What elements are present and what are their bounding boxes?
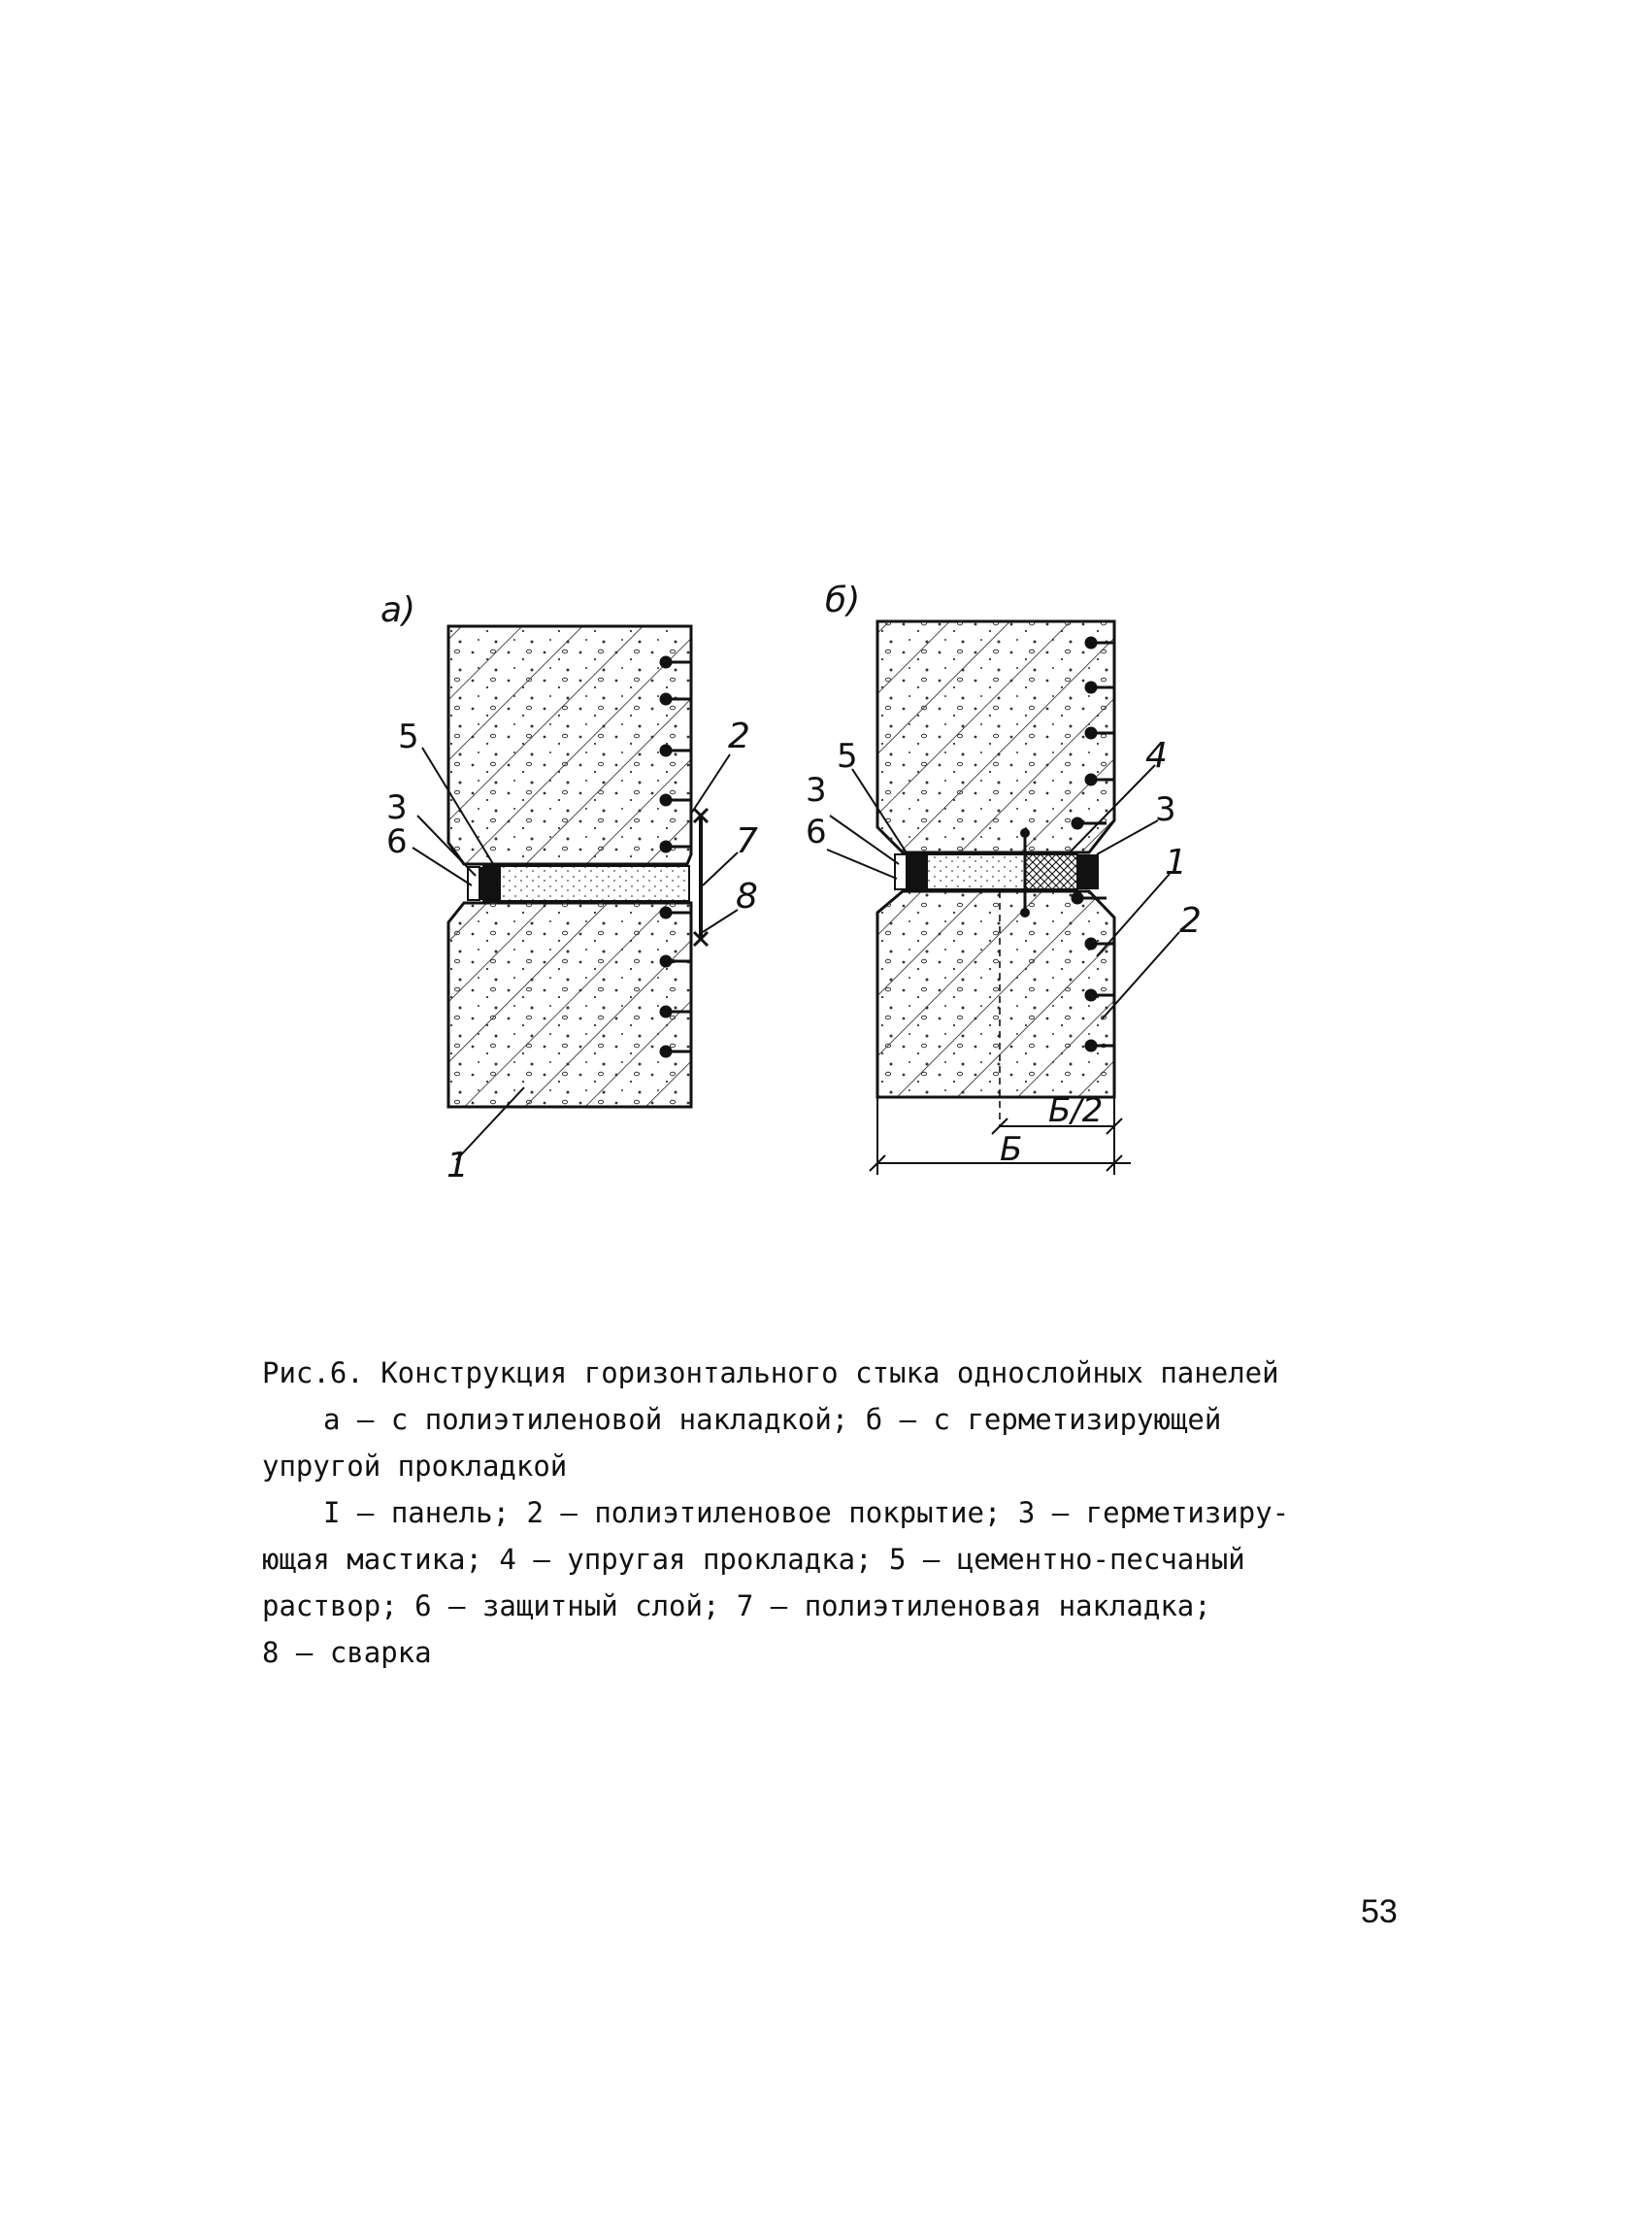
- caption-legend-line-1: I – панель; 2 – полиэтиленовое покрытие; 3 – герметизиру-: [323, 1496, 1290, 1529]
- panel-a-callout-2: 2: [728, 717, 750, 756]
- caption-legend-line-4: 8 – сварка: [262, 1636, 432, 1669]
- panel-b-dim-half: Б/2: [1048, 1091, 1104, 1130]
- panel-b-callout-5: 5: [837, 737, 858, 776]
- panel-b-elastic-gasket: [1025, 854, 1077, 889]
- caption-title: Рис.6. Конструкция горизонтального стыка однослойных панелей: [262, 1356, 1279, 1389]
- panel-a-callout-6: 6: [386, 822, 408, 861]
- caption-subtitle-line-2: упругой прокладкой: [262, 1450, 568, 1483]
- panel-b-mastic-inner: [907, 854, 928, 889]
- panel-b-callout-6: 6: [806, 813, 827, 851]
- page-number: 53: [1361, 1893, 1398, 1930]
- panel-b-callout-2: 2: [1179, 901, 1202, 941]
- panel-a-callout-5: 5: [398, 718, 419, 756]
- figure-caption: [262, 1350, 1427, 1676]
- caption-subtitle-line-1: а – с полиэтиленовой накладкой; б – с герметизирующей: [323, 1403, 1222, 1436]
- panel-a-callout-1: 1: [446, 1146, 469, 1185]
- panel-a-callout-3: 3: [386, 788, 408, 827]
- panel-b-label: б): [825, 581, 861, 620]
- panel-b-mastic-outer: [1077, 854, 1099, 889]
- panel-b-callout-1: 1: [1165, 843, 1187, 883]
- caption-legend-line-3: раствор; 6 – защитный слой; 7 – полиэтиленовая накладка;: [262, 1589, 1211, 1622]
- panel-b-callout-3-left: 3: [806, 771, 827, 810]
- panel-b: [806, 581, 1202, 1175]
- panel-a-label: а): [380, 590, 416, 630]
- panel-a-callout-7: 7: [736, 821, 758, 861]
- panel-b-protective-layer: [895, 854, 907, 889]
- panel-a-callout-8: 8: [736, 877, 758, 917]
- panel-b-callout-4: 4: [1145, 736, 1168, 776]
- panel-a-mortar-joint: [483, 866, 689, 901]
- panel-b-callout-3-right: 3: [1155, 790, 1176, 829]
- panel-a: [380, 590, 758, 1185]
- caption-legend-line-2: ющая мастика; 4 – упругая прокладка; 5 – цементно-песчаный: [262, 1543, 1245, 1576]
- panel-a-mastic: [479, 867, 501, 900]
- panel-b-dim-full: Б: [1000, 1130, 1023, 1169]
